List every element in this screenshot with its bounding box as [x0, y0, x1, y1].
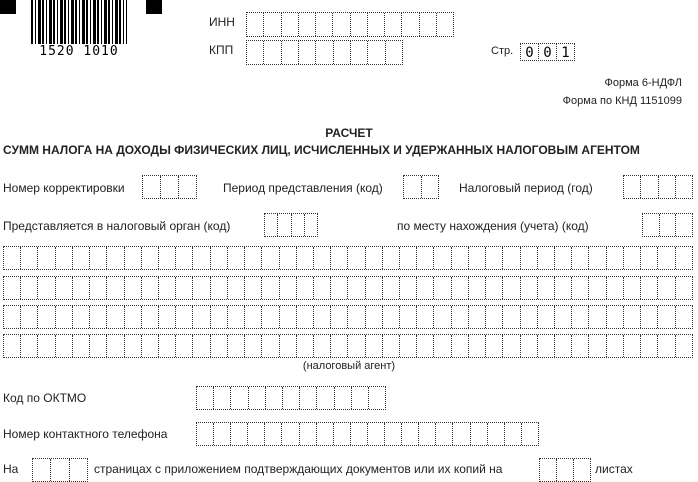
- tax-period-field[interactable]: [623, 175, 693, 199]
- oktmo-field[interactable]: [196, 386, 386, 410]
- location-label: по месту нахождения (учета) (код): [397, 219, 589, 233]
- sheets-label: листах: [595, 462, 633, 476]
- page-digit: 1: [556, 43, 575, 61]
- agent-caption: (налоговый агент): [302, 360, 396, 372]
- pages-text: страницах с приложением подтверждающих документов или их копий на: [94, 462, 503, 476]
- tax-period-label: Налоговый период (год): [459, 181, 593, 195]
- page-label: Стр.: [491, 45, 514, 57]
- agent-name-row-1[interactable]: [3, 246, 693, 270]
- phone-field[interactable]: [196, 422, 539, 446]
- pages-count-field[interactable]: [32, 458, 88, 482]
- page-number-field: [521, 43, 575, 61]
- period-field[interactable]: [403, 175, 439, 199]
- pages-on-label: На: [3, 462, 19, 476]
- sheets-count-field[interactable]: [539, 458, 591, 482]
- phone-label: Номер контактного телефона: [3, 427, 168, 441]
- page-digit: 0: [520, 43, 539, 61]
- correction-field[interactable]: [142, 175, 197, 199]
- kpp-field[interactable]: [246, 40, 403, 65]
- page-digit: 0: [538, 43, 557, 61]
- kpp-label: КПП: [209, 43, 234, 57]
- title-line2: СУММ НАЛОГА НА ДОХОДЫ ФИЗИЧЕСКИХ ЛИЦ, ИСЧИСЛЕННЫХ И УДЕРЖАННЫХ НАЛОГОВЫМ АГЕНТОМ: [3, 143, 640, 157]
- inn-label: ИНН: [209, 15, 235, 29]
- barcode-number: 1520 1010: [39, 44, 119, 59]
- period-label: Период представления (код): [223, 181, 383, 195]
- oktmo-label: Код по ОКТМО: [3, 391, 87, 405]
- location-field[interactable]: [642, 213, 693, 237]
- corner-marker-right: [146, 0, 162, 14]
- knd-code: Форма по КНД 1151099: [562, 95, 682, 107]
- inn-field[interactable]: [246, 12, 454, 37]
- form-name: Форма 6-НДФЛ: [604, 77, 682, 89]
- tax-authority-field[interactable]: [264, 213, 318, 237]
- title-line1: РАСЧЕТ: [325, 126, 373, 140]
- agent-name-row-2[interactable]: [3, 276, 693, 300]
- correction-label: Номер корректировки: [3, 181, 125, 195]
- agent-name-row-4[interactable]: [3, 334, 693, 358]
- agent-name-row-3[interactable]: [3, 305, 693, 329]
- tax-authority-label: Представляется в налоговый орган (код): [3, 219, 231, 233]
- corner-marker-left: [0, 0, 16, 14]
- barcode: [31, 0, 127, 44]
